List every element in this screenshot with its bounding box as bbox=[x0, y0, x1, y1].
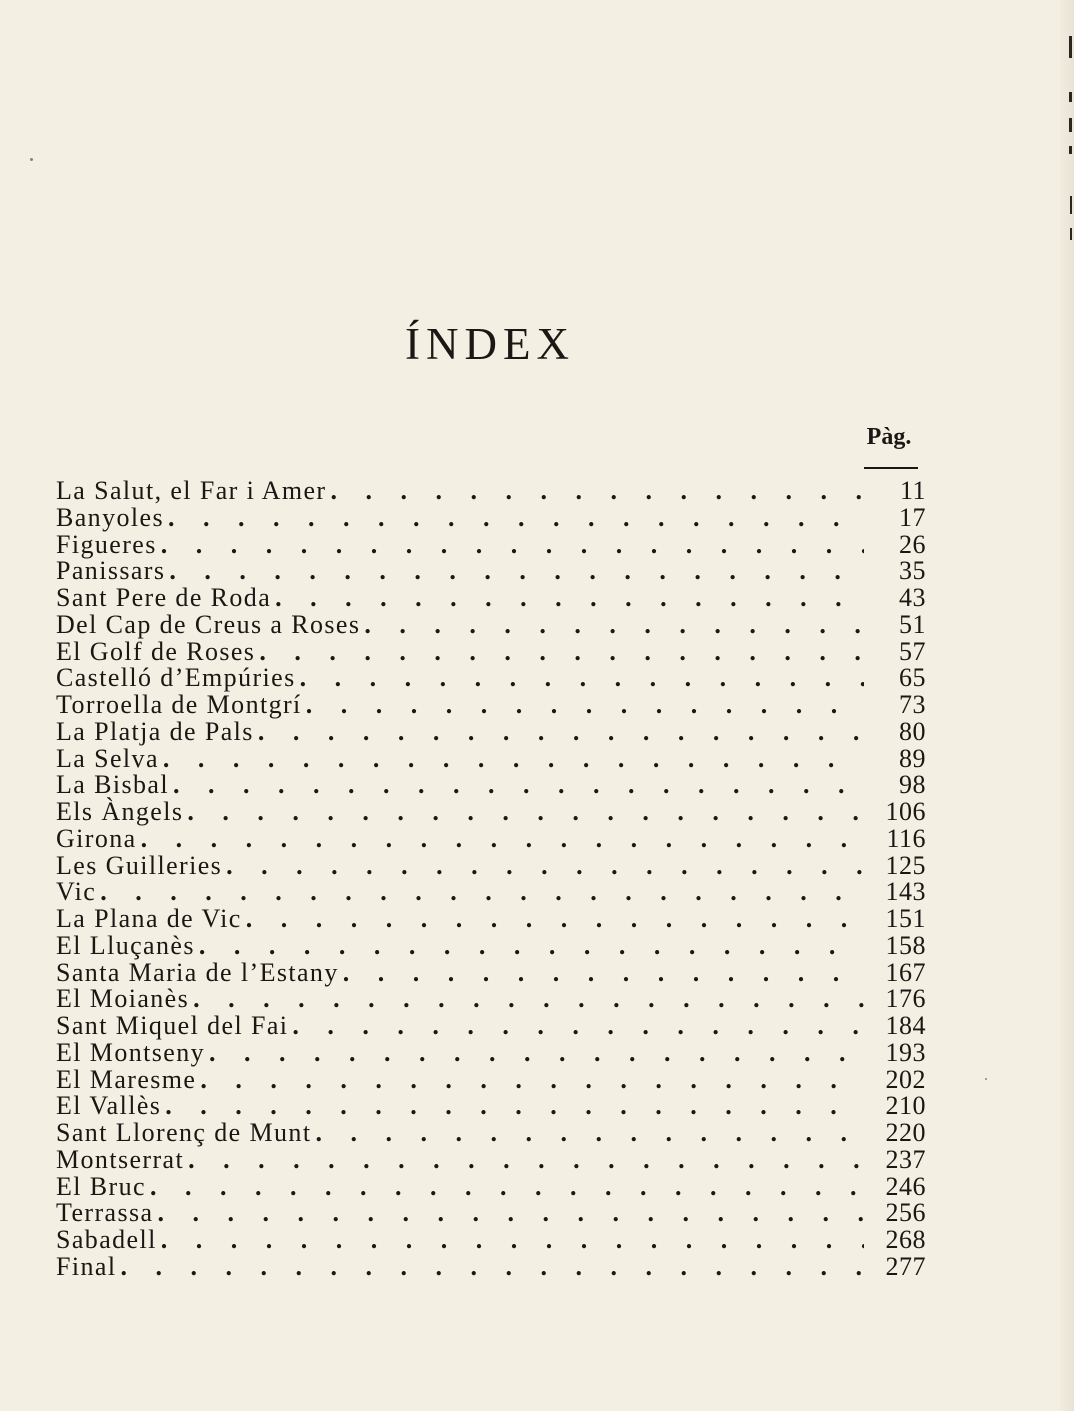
dot-leader bbox=[300, 665, 864, 692]
toc-entry bbox=[56, 957, 926, 987]
edge-mark bbox=[1069, 92, 1072, 102]
toc-entry-title: Sant Llorenç de Munt bbox=[56, 1118, 312, 1147]
toc-entry-page-number: 73 bbox=[899, 690, 926, 719]
toc-entry bbox=[56, 799, 926, 826]
toc-entry bbox=[56, 558, 926, 585]
toc-entry bbox=[56, 1251, 926, 1281]
toc-entry-title: La Platja de Pals bbox=[56, 716, 254, 746]
dot-leader bbox=[100, 879, 864, 906]
toc-entry-title: Figueres bbox=[56, 529, 157, 559]
toc-entry-page-number: 17 bbox=[899, 502, 926, 532]
toc-entry-title: Banyoles bbox=[56, 502, 164, 532]
toc-entry-page-number: 116 bbox=[886, 823, 926, 853]
page-column-header: Pàg. bbox=[866, 424, 912, 450]
toc-entry-title: Montserrat bbox=[56, 1144, 185, 1174]
toc-entry bbox=[56, 1227, 926, 1254]
toc-entry bbox=[56, 1064, 926, 1094]
toc-entry bbox=[56, 716, 926, 746]
dot-leader bbox=[226, 853, 864, 880]
dot-leader bbox=[120, 1254, 864, 1281]
dot-leader bbox=[168, 505, 864, 532]
toc-entry bbox=[56, 478, 926, 505]
dot-leader bbox=[200, 1067, 864, 1094]
toc-entry-title: Les Guilleries bbox=[56, 850, 223, 880]
toc-entry-title: La Plana de Vic bbox=[56, 904, 242, 933]
dot-leader bbox=[275, 585, 864, 612]
toc-entry-page-number: 256 bbox=[885, 1198, 926, 1228]
toc-entry bbox=[56, 879, 926, 906]
page-title-text: ÍNDEX bbox=[405, 319, 575, 369]
toc-entry bbox=[56, 930, 926, 960]
toc-entry-title: El Bruc bbox=[56, 1171, 146, 1201]
toc-entry-title: Terrassa bbox=[56, 1198, 154, 1228]
page-title bbox=[380, 318, 600, 370]
toc-entry bbox=[56, 1013, 926, 1040]
dot-leader bbox=[187, 799, 864, 826]
toc-entry-page-number: 125 bbox=[885, 850, 926, 880]
toc-entry-page-number: 106 bbox=[885, 797, 926, 826]
edge-mark bbox=[1070, 196, 1072, 214]
toc-entry-title: Torroella de Montgrí bbox=[56, 690, 302, 719]
toc-entry-title: El Vallès bbox=[56, 1091, 162, 1121]
toc-entry-title: La Bisbal bbox=[56, 770, 169, 800]
toc-entry bbox=[56, 636, 926, 666]
toc-entry bbox=[56, 1171, 926, 1201]
toc-entry bbox=[56, 1120, 926, 1147]
toc-entry bbox=[56, 906, 926, 933]
dot-leader bbox=[209, 1040, 864, 1067]
dot-leader bbox=[173, 772, 864, 799]
toc-entry-page-number: 202 bbox=[885, 1064, 926, 1094]
toc-entry-page-number: 277 bbox=[885, 1251, 926, 1281]
dot-leader bbox=[161, 1227, 864, 1254]
paper-speck bbox=[985, 1078, 987, 1080]
toc-entry-page-number: 89 bbox=[899, 743, 926, 773]
page-edge bbox=[1060, 0, 1074, 1411]
toc-entry-page-number: 193 bbox=[885, 1037, 926, 1067]
toc-entry bbox=[56, 1093, 926, 1120]
dot-leader bbox=[364, 612, 864, 639]
dot-leader bbox=[246, 906, 864, 933]
toc-entry bbox=[56, 1200, 926, 1227]
toc-entry-title: Santa Maria de l’Estany bbox=[56, 957, 339, 987]
toc-entry bbox=[56, 502, 926, 532]
toc-entry-title: Final bbox=[56, 1251, 117, 1281]
toc-entry-title: Sant Miquel del Fai bbox=[56, 1011, 289, 1040]
toc-entry-page-number: 98 bbox=[899, 770, 926, 800]
toc-entry-page-number: 80 bbox=[899, 716, 926, 746]
toc-entry-title: Sant Pere de Roda bbox=[56, 583, 272, 612]
dot-leader bbox=[141, 826, 864, 853]
page-column-rule bbox=[864, 467, 918, 469]
toc-entry bbox=[56, 609, 926, 639]
toc-entry-page-number: 26 bbox=[899, 529, 926, 559]
dot-leader bbox=[315, 1120, 864, 1147]
toc-entry bbox=[56, 743, 926, 773]
dot-leader bbox=[157, 1200, 864, 1227]
toc-entry-page-number: 210 bbox=[885, 1091, 926, 1121]
toc-entry-title: La Salut, el Far i Amer bbox=[56, 476, 327, 505]
toc-entry-title: Els Àngels bbox=[56, 797, 184, 826]
toc-entry bbox=[56, 529, 926, 559]
dot-leader bbox=[259, 639, 864, 666]
toc-entry-page-number: 57 bbox=[899, 636, 926, 666]
toc-entry-page-number: 167 bbox=[885, 957, 926, 987]
toc-entry-page-number: 43 bbox=[899, 583, 926, 612]
toc-entry-title: Panissars bbox=[56, 556, 166, 586]
dot-leader bbox=[161, 532, 864, 559]
toc-entry-title: El Maresme bbox=[56, 1064, 197, 1094]
toc-entry-page-number: 184 bbox=[885, 1011, 926, 1040]
toc-entry-page-number: 158 bbox=[885, 930, 926, 960]
toc-entry-title: Del Cap de Creus a Roses bbox=[56, 609, 361, 639]
toc-entry bbox=[56, 850, 926, 880]
toc-entry-page-number: 246 bbox=[885, 1171, 926, 1201]
dot-leader bbox=[193, 986, 864, 1013]
dot-leader bbox=[258, 719, 864, 746]
dot-leader bbox=[330, 478, 864, 505]
toc-entry-title: Sabadell bbox=[56, 1225, 157, 1254]
dot-leader bbox=[188, 1147, 864, 1174]
toc-entry bbox=[56, 665, 926, 692]
toc-entry-page-number: 237 bbox=[885, 1144, 926, 1174]
toc-entry-title: La Selva bbox=[56, 743, 159, 773]
edge-mark bbox=[1069, 146, 1072, 154]
edge-mark bbox=[1069, 36, 1072, 58]
toc-entry-title: El Golf de Roses bbox=[56, 636, 256, 666]
toc-entry-page-number: 11 bbox=[899, 476, 926, 505]
toc-entry-page-number: 51 bbox=[899, 609, 926, 639]
dot-leader bbox=[150, 1174, 864, 1201]
toc-entry-title: Vic bbox=[56, 877, 97, 907]
toc-entry-page-number: 35 bbox=[899, 556, 926, 586]
dot-leader bbox=[163, 746, 864, 773]
dot-leader bbox=[199, 933, 864, 960]
edge-mark bbox=[1070, 228, 1072, 240]
toc-entry-page-number: 268 bbox=[885, 1225, 926, 1254]
toc-entry-page-number: 220 bbox=[885, 1118, 926, 1147]
toc-entry-page-number: 176 bbox=[885, 984, 926, 1014]
dot-leader bbox=[169, 558, 864, 585]
toc-entry-title: Castelló d’Empúries bbox=[56, 663, 296, 693]
dot-leader bbox=[343, 960, 864, 987]
dot-leader bbox=[292, 1013, 864, 1040]
toc-entry bbox=[56, 772, 926, 799]
dot-leader bbox=[306, 692, 864, 719]
toc-entry bbox=[56, 1037, 926, 1067]
toc-entry-page-number: 143 bbox=[885, 877, 926, 907]
toc-entry-title: El Montseny bbox=[56, 1037, 206, 1067]
toc-entry-title: El Moianès bbox=[56, 984, 190, 1014]
table-of-contents bbox=[56, 478, 926, 1281]
toc-entry bbox=[56, 986, 926, 1013]
paper-speck bbox=[30, 158, 33, 161]
dot-leader bbox=[165, 1093, 864, 1120]
toc-entry bbox=[56, 823, 926, 853]
toc-entry bbox=[56, 692, 926, 719]
toc-entry bbox=[56, 1144, 926, 1174]
toc-entry-title: El Lluçanès bbox=[56, 930, 195, 960]
toc-entry-page-number: 151 bbox=[885, 904, 926, 933]
toc-entry bbox=[56, 585, 926, 612]
toc-entry-title: Girona bbox=[56, 823, 137, 853]
edge-mark bbox=[1069, 118, 1072, 132]
toc-entry-page-number: 65 bbox=[899, 663, 926, 693]
